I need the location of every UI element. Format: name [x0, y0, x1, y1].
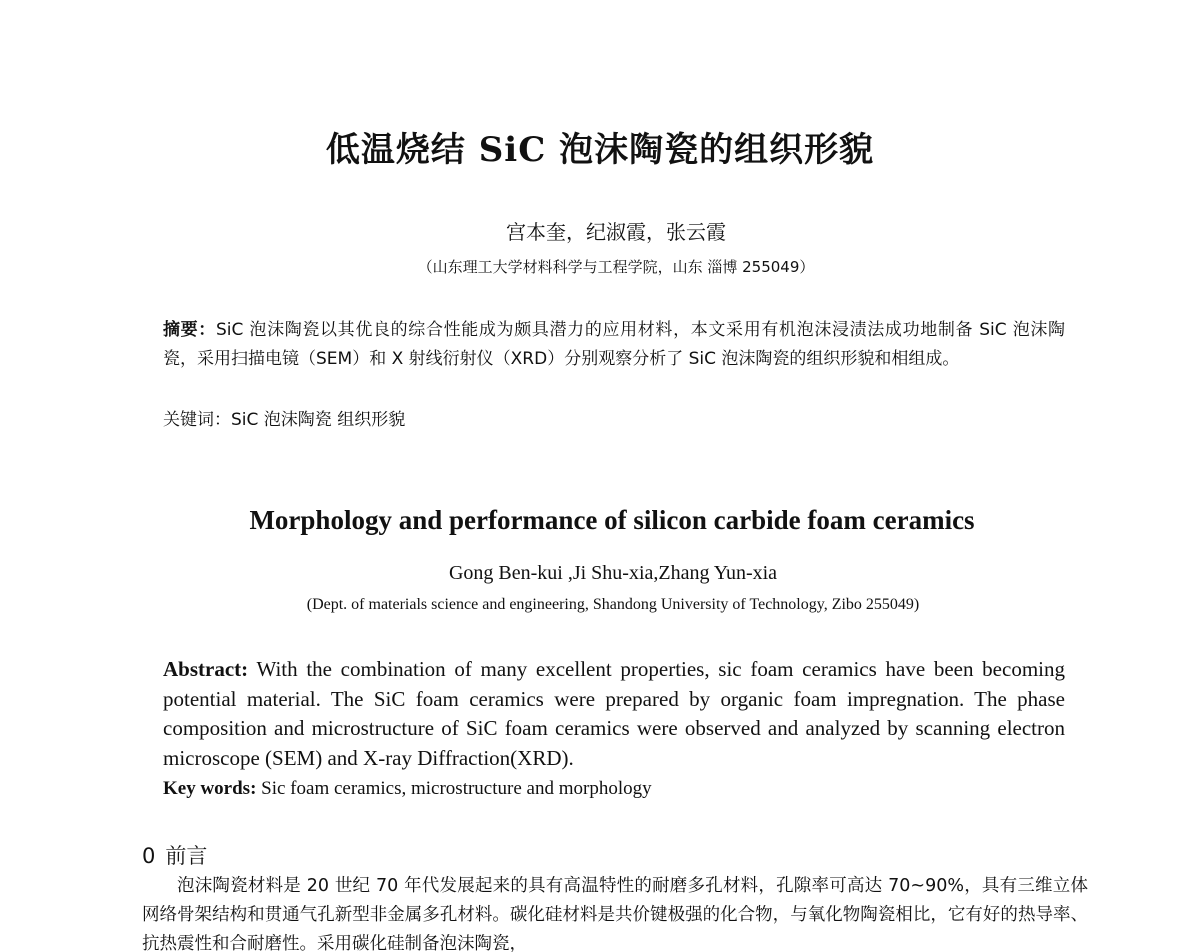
chinese-abstract-label: 摘要： — [163, 320, 216, 340]
chinese-authors: 宫本奎，纪淑霞，张云霞 — [506, 220, 726, 244]
english-abstract — [163, 655, 1065, 773]
chinese-title: 低温烧结 SiC 泡沫陶瓷的组织形貌 — [325, 130, 875, 170]
section-heading — [142, 841, 207, 871]
chinese-abstract — [163, 316, 1065, 374]
section-number: 0 — [142, 844, 156, 868]
english-keywords-label: Key words: — [163, 778, 257, 799]
section-title: 前言 — [165, 844, 208, 868]
introduction-paragraph: 泡沫陶瓷材料是 20 世纪 70 年代发展起来的具有高温特性的耐磨多孔材料，孔隙率可高达 70~90%，具有三维立体网络骨架结构和贯通气孔新型非金属多孔材料。碳化硅材料是共价键极强的化合物，与氧化物陶瓷相比，它有好的热导率、抗热震性和合耐磨性。采用碳化硅制备泡沫陶瓷， — [142, 876, 1088, 952]
english-authors: Gong Ben-kui ,Ji Shu-xia,Zhang Yun-xia — [448, 562, 778, 584]
english-keywords-text: Sic foam ceramics, microstructure and morphology — [261, 778, 652, 799]
chinese-keywords — [163, 406, 1065, 435]
chinese-keywords-label: 关键词： — [163, 410, 231, 430]
english-keywords — [163, 776, 1065, 802]
chinese-keywords-text: SiC 泡沫陶瓷 组织形貌 — [231, 410, 406, 430]
english-abstract-label: Abstract: — [163, 657, 249, 681]
chinese-affiliation: （山东理工大学材料科学与工程学院，山东 淄博 255049） — [417, 258, 815, 276]
chinese-abstract-text: SiC 泡沫陶瓷以其优良的综合性能成为颇具潜力的应用材料，本文采用有机泡沫浸渍法成功地制备 SiC 泡沫陶瓷，采用扫描电镜（SEM）和 X 射线衍射仪（XRD）分别观察分析了 SiC 泡沫陶瓷的组织形貌和相组成。 — [163, 320, 1066, 369]
english-abstract-text: With the combination of many excellent properties, sic foam ceramics have been becoming potential material. The SiC foam ceramics were prepared by organic foam impregnation. The phase composition and microstructure of SiC foam ceramics were observed and analyzed by scanning electron microscope (SEM) and X-ray Diffraction(XRD). — [163, 657, 1065, 770]
english-title: Morphology and performance of silicon carbide foam ceramics — [249, 505, 975, 535]
english-affiliation: (Dept. of materials science and engineering, Shandong University of Technology, Zibo 255049) — [306, 596, 920, 613]
